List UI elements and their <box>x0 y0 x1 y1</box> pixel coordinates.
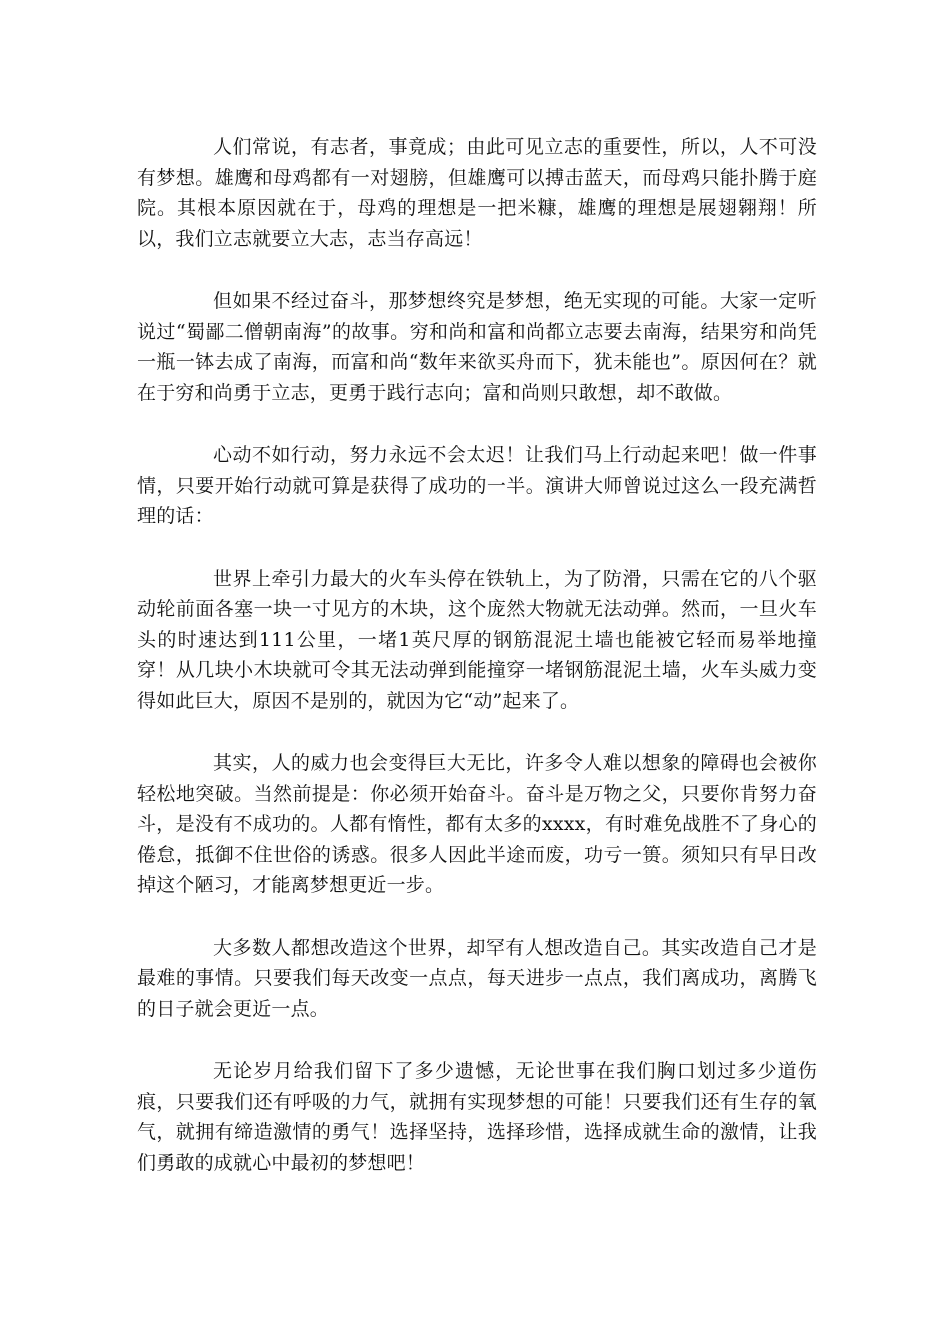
paragraph-3: 心动不如行动，努力永远不会太迟！让我们马上行动起来吧！做一件事情，只要开始行动就可算是获得了成功的一半。演讲大师曾说过这么一段充满哲理的话： <box>137 444 817 527</box>
paragraph-1: 人们常说，有志者，事竟成；由此可见立志的重要性，所以，人不可没有梦想。雄鹰和母鸡都有一对翅膀，但雄鹰可以搏击蓝天，而母鸡只能扑腾于庭院。其根本原因就在于，母鸡的理想是一把米糠，雄鹰的理想是展翅翱翔！所以，我们立志就要立大志，志当存高远！ <box>137 136 817 250</box>
paragraph-5: 其实，人的威力也会变得巨大无比，许多令人难以想象的障碍也会被你轻松地突破。当然前提是：你必须开始奋斗。奋斗是万物之父，只要你肯努力奋斗，是没有不成功的。人都有惰性，都有太多的xxxx，有时难免战胜不了身心的倦怠，抵御不住世俗的诱惑。很多人因此半途而废，功亏一篑。须知只有早日改掉这个陋习，才能离梦想更近一步。 <box>137 752 817 896</box>
document-body <box>137 132 817 1210</box>
paragraph-7: 无论岁月给我们留下了多少遗憾，无论世事在我们胸口划过多少道伤痕，只要我们还有呼吸的力气，就拥有实现梦想的可能！只要我们还有生存的氧气，就拥有缔造激情的勇气！选择坚持，选择珍惜，选择成就生命的激情，让我们勇敢的成就心中最初的梦想吧！ <box>137 1060 817 1174</box>
paragraph-4: 世界上牵引力最大的火车头停在铁轨上，为了防滑，只需在它的八个驱动轮前面各塞一块一寸见方的木块，这个庞然大物就无法动弹。然而，一旦火车头的时速达到111公里，一堵1英尺厚的钢筋混泥土墙也能被它轻而易举地撞穿！从几块小木块就可令其无法动弹到能撞穿一堵钢筋混泥土墙，火车头威力变得如此巨大，原因不是别的，就因为它“动”起来了。 <box>137 567 817 712</box>
paragraph-2: 但如果不经过奋斗，那梦想终究是梦想，绝无实现的可能。大家一定听说过“蜀鄙二僧朝南海”的故事。穷和尚和富和尚都立志要去南海，结果穷和尚凭一瓶一钵去成了南海，而富和尚“数年来欲买舟而下，犹未能也”。原因何在？就在于穷和尚勇于立志，更勇于践行志向；富和尚则只敢想，却不敢做。 <box>137 290 817 404</box>
paragraph-6: 大多数人都想改造这个世界，却罕有人想改造自己。其实改造自己才是最难的事情。只要我们每天改变一点点，每天进步一点点，我们离成功，离腾飞的日子就会更近一点。 <box>137 936 817 1020</box>
